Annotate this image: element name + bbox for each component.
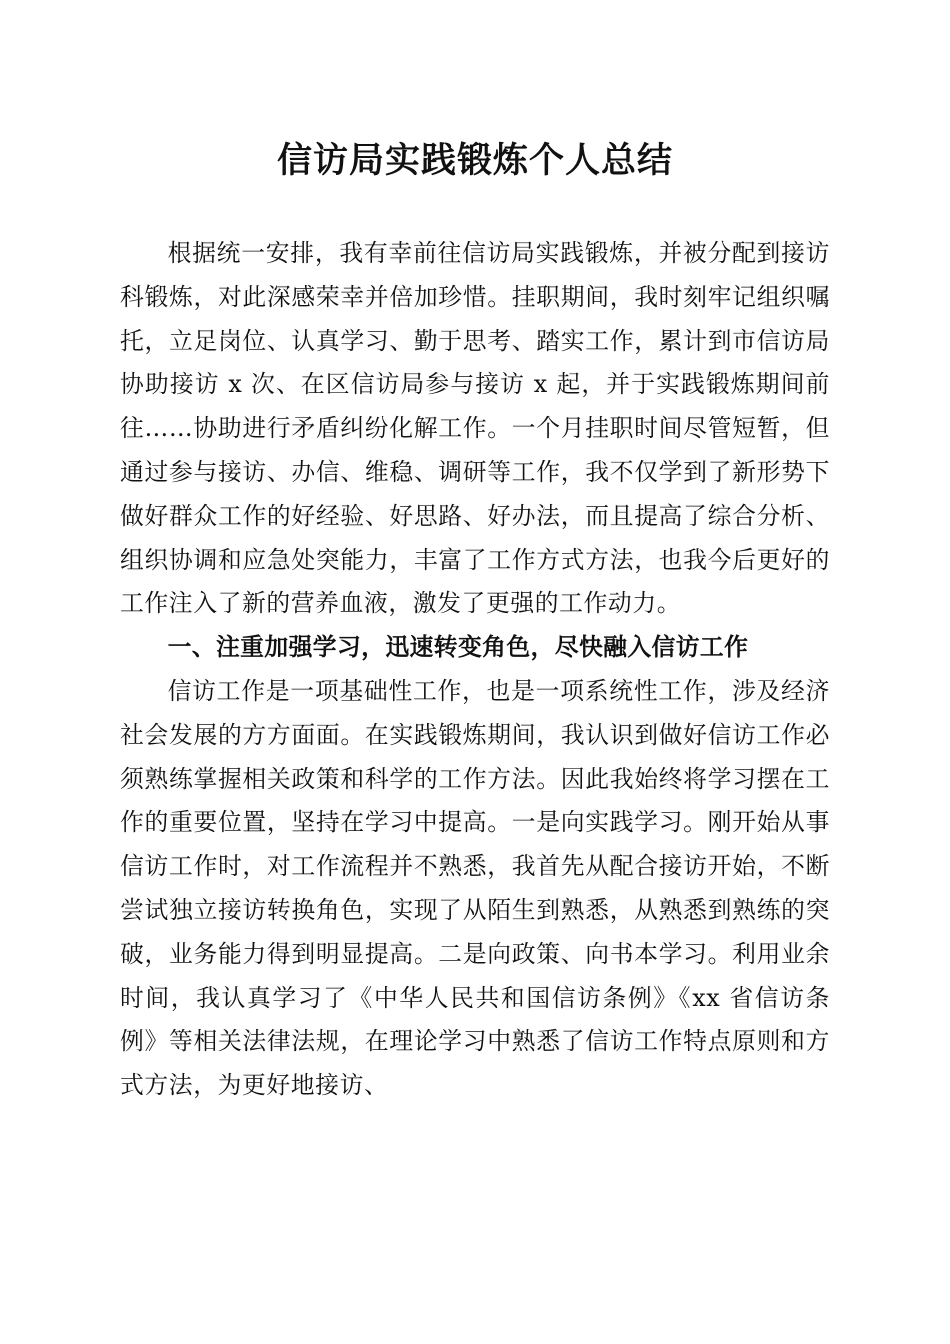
- document-body: [120, 232, 830, 1108]
- document-title: 信访局实践锻炼个人总结: [276, 140, 673, 181]
- section-1-paragraph: 信访工作是一项基础性工作，也是一项系统性工作，涉及经济社会发展的方方面面。在实践锻炼期间，我认识到做好信访工作必须熟练掌握相关政策和科学的工作方法。因此我始终将学习摆在工作的重要位置，坚持在学习中提高。一是向实践学习。刚开始从事信访工作时，对工作流程并不熟悉，我首先从配合接访开始，不断尝试独立接访转换角色，实现了从陌生到熟悉，从熟悉到熟练的突破，业务能力得到明显提高。二是向政策、向书本学习。利用业余时间，我认真学习了《中华人民共和国信访条例》《xx 省信访条例》等相关法律法规，在理论学习中熟悉了信访工作特点原则和方式方法，为更好地接访、: [120, 676, 830, 1100]
- intro-paragraph: 根据统一安排，我有幸前往信访局实践锻炼，并被分配到接访科锻炼，对此深感荣幸并倍加珍惜。挂职期间，我时刻牢记组织嘱托，立足岗位、认真学习、勤于思考、踏实工作，累计到市信访局协助接访 x 次、在区信访局参与接访 x 起，并于实践锻炼期间前往……协助进行矛盾纠纷化解工作。一个月挂职时间尽管短暂，但通过参与接访、办信、维稳、调研等工作，我不仅学到了新形势下做好群众工作的好经验、好思路、好办法，而且提高了综合分析、组织协调和应急处突能力，丰富了工作方式方法，也我今后更好的工作注入了新的营养血液，激发了更强的工作动力。: [120, 239, 830, 618]
- section-heading-1: 一、注重加强学习，迅速转变角色，尽快融入信访工作: [167, 633, 749, 662]
